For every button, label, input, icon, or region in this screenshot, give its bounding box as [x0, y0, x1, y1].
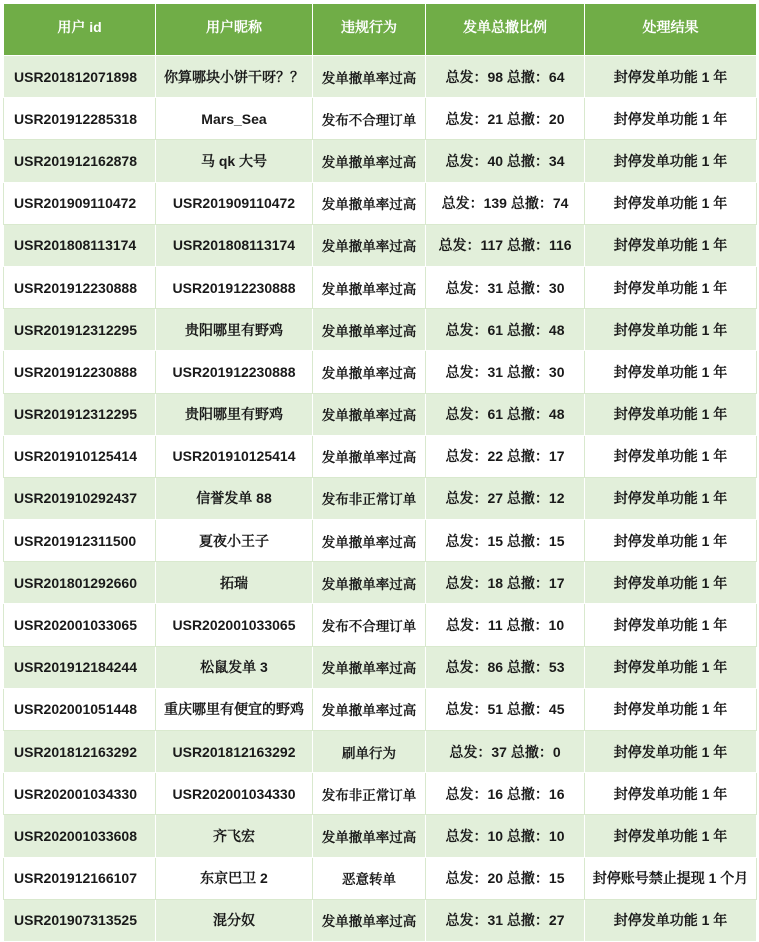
cell-nickname: 齐飞宏 [156, 815, 313, 857]
cell-violation: 发单撤单率过高 [313, 351, 426, 393]
violation-table [3, 3, 757, 942]
table-row [4, 520, 757, 562]
header-nickname: 用户昵称 [156, 4, 313, 56]
cell-violation: 发单撤单率过高 [313, 266, 426, 308]
cell-ratio: 总发：22 总撤：17 [426, 435, 585, 477]
cell-user-id: USR201912311500 [4, 520, 156, 562]
cell-ratio: 总发：15 总撤：15 [426, 520, 585, 562]
cell-user-id: USR201912312295 [4, 309, 156, 351]
table-row [4, 646, 757, 688]
cell-result: 封停发单功能 1 年 [585, 520, 757, 562]
cell-user-id: USR201910125414 [4, 435, 156, 477]
table-body [4, 56, 757, 942]
cell-ratio: 总发：139 总撤：74 [426, 182, 585, 224]
cell-ratio: 总发：117 总撤：116 [426, 224, 585, 266]
cell-nickname: 混分奴 [156, 899, 313, 941]
header-violation: 违规行为 [313, 4, 426, 56]
table-row [4, 899, 757, 941]
cell-ratio: 总发：18 总撤：17 [426, 562, 585, 604]
cell-ratio: 总发：10 总撤：10 [426, 815, 585, 857]
cell-ratio: 总发：61 总撤：48 [426, 309, 585, 351]
table-row [4, 604, 757, 646]
table-row [4, 140, 757, 182]
cell-result: 封停发单功能 1 年 [585, 182, 757, 224]
header-user-id: 用户 id [4, 4, 156, 56]
table-row [4, 56, 757, 98]
header-ratio: 发单总撤比例 [426, 4, 585, 56]
cell-user-id: USR201912312295 [4, 393, 156, 435]
cell-user-id: USR201801292660 [4, 562, 156, 604]
cell-nickname: 重庆哪里有便宜的野鸡 [156, 688, 313, 730]
cell-result: 封停发单功能 1 年 [585, 435, 757, 477]
cell-result: 封停发单功能 1 年 [585, 562, 757, 604]
cell-result: 封停发单功能 1 年 [585, 56, 757, 98]
cell-nickname: Mars_Sea [156, 98, 313, 140]
cell-nickname: 松鼠发单 3 [156, 646, 313, 688]
cell-violation: 发单撤单率过高 [313, 899, 426, 941]
cell-result: 封停发单功能 1 年 [585, 646, 757, 688]
cell-result: 封停发单功能 1 年 [585, 773, 757, 815]
cell-user-id: USR201812163292 [4, 731, 156, 773]
cell-result: 封停发单功能 1 年 [585, 899, 757, 941]
cell-ratio: 总发：31 总撤：27 [426, 899, 585, 941]
cell-violation: 发布非正常订单 [313, 477, 426, 519]
table-header [4, 4, 757, 56]
cell-ratio: 总发：31 总撤：30 [426, 266, 585, 308]
cell-user-id: USR201909110472 [4, 182, 156, 224]
cell-user-id: USR201907313525 [4, 899, 156, 941]
table-row [4, 309, 757, 351]
cell-user-id: USR202001051448 [4, 688, 156, 730]
cell-nickname: USR201910125414 [156, 435, 313, 477]
cell-ratio: 总发：61 总撤：48 [426, 393, 585, 435]
cell-nickname: USR201912230888 [156, 266, 313, 308]
cell-ratio: 总发：16 总撤：16 [426, 773, 585, 815]
cell-user-id: USR202001034330 [4, 773, 156, 815]
cell-user-id: USR201808113174 [4, 224, 156, 266]
cell-user-id: USR201912162878 [4, 140, 156, 182]
cell-user-id: USR201912230888 [4, 351, 156, 393]
cell-nickname: 贵阳哪里有野鸡 [156, 309, 313, 351]
cell-nickname: 拓瑞 [156, 562, 313, 604]
cell-violation: 发单撤单率过高 [313, 646, 426, 688]
cell-violation: 发单撤单率过高 [313, 182, 426, 224]
cell-result: 封停发单功能 1 年 [585, 98, 757, 140]
cell-result: 封停发单功能 1 年 [585, 266, 757, 308]
table-row [4, 688, 757, 730]
cell-nickname: 信誉发单 88 [156, 477, 313, 519]
cell-ratio: 总发：86 总撤：53 [426, 646, 585, 688]
cell-violation: 发布非正常订单 [313, 773, 426, 815]
cell-user-id: USR202001033065 [4, 604, 156, 646]
cell-result: 封停发单功能 1 年 [585, 604, 757, 646]
table-row [4, 351, 757, 393]
cell-violation: 发单撤单率过高 [313, 562, 426, 604]
cell-result: 封停发单功能 1 年 [585, 688, 757, 730]
cell-ratio: 总发：21 总撤：20 [426, 98, 585, 140]
cell-result: 封停发单功能 1 年 [585, 140, 757, 182]
table-row [4, 182, 757, 224]
table-row [4, 393, 757, 435]
cell-violation: 发单撤单率过高 [313, 224, 426, 266]
cell-result: 封停发单功能 1 年 [585, 393, 757, 435]
cell-violation: 恶意转单 [313, 857, 426, 899]
cell-nickname: 贵阳哪里有野鸡 [156, 393, 313, 435]
cell-result: 封停发单功能 1 年 [585, 477, 757, 519]
cell-nickname: USR201909110472 [156, 182, 313, 224]
cell-ratio: 总发：27 总撤：12 [426, 477, 585, 519]
cell-user-id: USR201912166107 [4, 857, 156, 899]
cell-result: 封停发单功能 1 年 [585, 351, 757, 393]
cell-ratio: 总发：40 总撤：34 [426, 140, 585, 182]
cell-nickname: USR202001033065 [156, 604, 313, 646]
cell-nickname: 夏夜小王子 [156, 520, 313, 562]
cell-result: 封停账号禁止提现 1 个月 [585, 857, 757, 899]
cell-violation: 发单撤单率过高 [313, 56, 426, 98]
cell-ratio: 总发：51 总撤：45 [426, 688, 585, 730]
cell-nickname: 马 qk 大号 [156, 140, 313, 182]
cell-ratio: 总发：11 总撤：10 [426, 604, 585, 646]
cell-user-id: USR201912285318 [4, 98, 156, 140]
table-row [4, 815, 757, 857]
cell-result: 封停发单功能 1 年 [585, 309, 757, 351]
cell-nickname: 你算哪块小饼干呀？？ [156, 56, 313, 98]
cell-user-id: USR201910292437 [4, 477, 156, 519]
cell-nickname: USR202001034330 [156, 773, 313, 815]
cell-violation: 发布不合理订单 [313, 604, 426, 646]
table-row [4, 224, 757, 266]
cell-violation: 发布不合理订单 [313, 98, 426, 140]
cell-ratio: 总发：98 总撤：64 [426, 56, 585, 98]
cell-violation: 发单撤单率过高 [313, 688, 426, 730]
cell-violation: 发单撤单率过高 [313, 140, 426, 182]
cell-result: 封停发单功能 1 年 [585, 224, 757, 266]
cell-violation: 发单撤单率过高 [313, 309, 426, 351]
table-row [4, 477, 757, 519]
cell-violation: 发单撤单率过高 [313, 435, 426, 477]
table-row [4, 435, 757, 477]
cell-ratio: 总发：31 总撤：30 [426, 351, 585, 393]
table-row [4, 98, 757, 140]
cell-nickname: 东京巴卫 2 [156, 857, 313, 899]
table-row [4, 857, 757, 899]
cell-user-id: USR201912184244 [4, 646, 156, 688]
table-row [4, 731, 757, 773]
cell-ratio: 总发：20 总撤：15 [426, 857, 585, 899]
cell-violation: 发单撤单率过高 [313, 393, 426, 435]
table-row [4, 562, 757, 604]
cell-result: 封停发单功能 1 年 [585, 815, 757, 857]
cell-nickname: USR201812163292 [156, 731, 313, 773]
cell-nickname: USR201808113174 [156, 224, 313, 266]
table-row [4, 266, 757, 308]
cell-user-id: USR201912230888 [4, 266, 156, 308]
cell-result: 封停发单功能 1 年 [585, 731, 757, 773]
header-result: 处理结果 [585, 4, 757, 56]
cell-ratio: 总发：37 总撤：0 [426, 731, 585, 773]
cell-user-id: USR201812071898 [4, 56, 156, 98]
cell-user-id: USR202001033608 [4, 815, 156, 857]
cell-violation: 发单撤单率过高 [313, 520, 426, 562]
cell-violation: 发单撤单率过高 [313, 815, 426, 857]
cell-nickname: USR201912230888 [156, 351, 313, 393]
cell-violation: 刷单行为 [313, 731, 426, 773]
table-row [4, 773, 757, 815]
header-row [4, 4, 757, 56]
